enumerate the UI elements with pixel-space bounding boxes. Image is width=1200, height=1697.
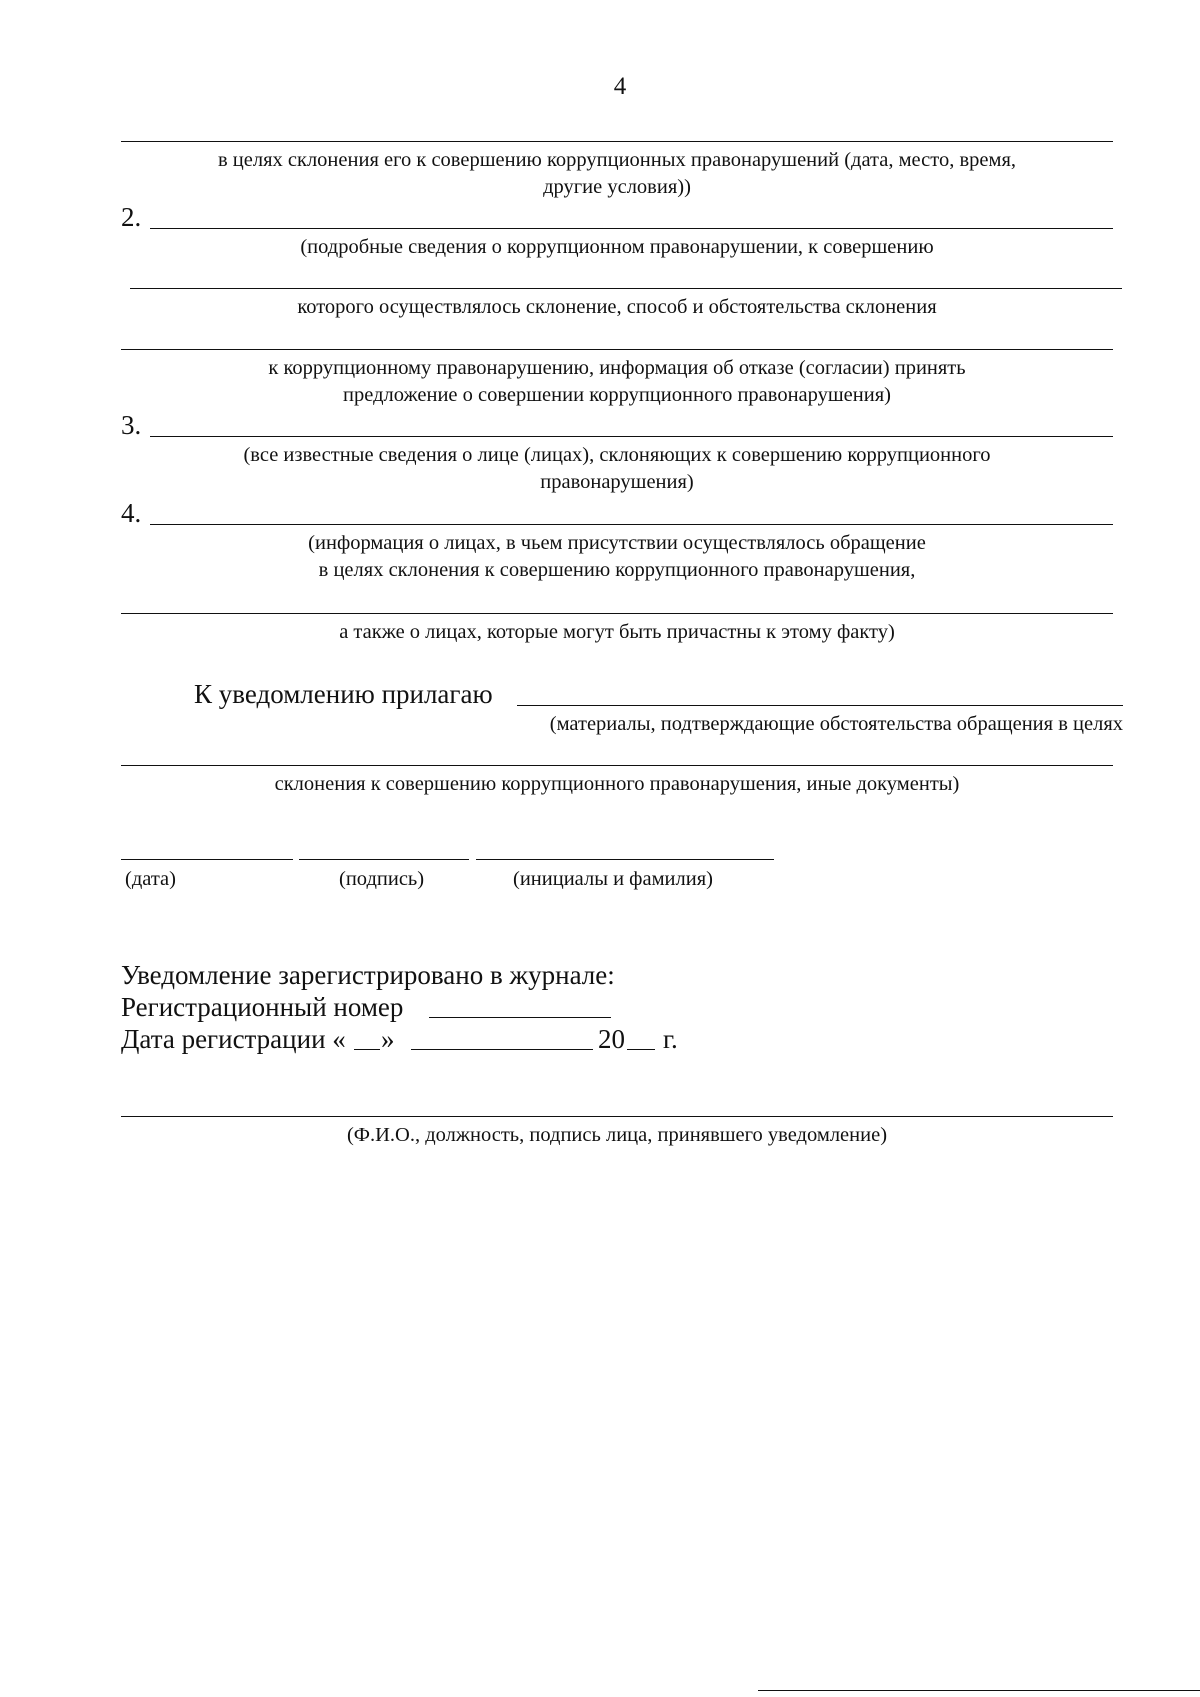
field-caption: (материалы, подтверждающие обстоятельства обращения в целях (549, 713, 1123, 735)
field-line-1[interactable] (121, 141, 1113, 142)
field-caption: (информация о лицах, в чьем присутствии осуществлялось обращение (308, 532, 926, 554)
registration-date-close-quote: » (381, 1024, 395, 1054)
registration-date-label: Дата регистрации « (121, 1024, 346, 1054)
field-caption: (все известные сведения о лице (лицах), склоняющих к совершению коррупционного (243, 444, 991, 466)
registration-year-suffix: г. (663, 1024, 678, 1054)
registration-day-field[interactable] (354, 1049, 380, 1050)
attachment-field-line-2[interactable] (121, 765, 1113, 766)
attachment-label: К уведомлению прилагаю (194, 679, 493, 709)
field-caption: склонения к совершению коррупционного правонарушения, иные документы) (274, 773, 960, 795)
signature-field-line[interactable] (299, 859, 469, 860)
acceptor-caption: (Ф.И.О., должность, подпись лица, принявшего уведомление) (346, 1124, 888, 1146)
acceptor-field-line[interactable] (121, 1116, 1113, 1117)
registration-heading: Уведомление зарегистрировано в журнале: (121, 960, 615, 990)
signature-caption: (подпись) (339, 868, 425, 890)
field-caption: в целях склонения к совершению коррупционного правонарушения, (318, 559, 916, 581)
field-caption: которого осуществлялось склонение, способ и обстоятельства склонения (297, 296, 937, 318)
field-line-3[interactable] (150, 436, 1113, 437)
field-caption: (подробные сведения о коррупционном правонарушении, к совершению (300, 236, 934, 258)
registration-year-field[interactable] (627, 1049, 655, 1050)
date-caption: (дата) (125, 868, 176, 890)
field-caption: предложение о совершении коррупционного правонарушения) (343, 384, 891, 406)
field-line-4b[interactable] (121, 613, 1113, 614)
registration-number-field[interactable] (429, 1017, 611, 1018)
name-field-line[interactable] (476, 859, 774, 860)
date-field-line[interactable] (121, 859, 293, 860)
attachment-field-line[interactable] (517, 705, 1123, 706)
name-caption: (инициалы и фамилия) (513, 868, 713, 890)
item-number-3: 3. (121, 410, 142, 440)
field-line-2[interactable] (150, 228, 1113, 229)
registration-year-prefix: 20 (598, 1024, 625, 1054)
field-line-4[interactable] (150, 524, 1113, 525)
footer-line (758, 1690, 1200, 1691)
item-number-2: 2. (121, 202, 142, 232)
field-caption: к коррупционному правонарушению, информация об отказе (согласии) принять (268, 357, 966, 379)
field-line-2c[interactable] (121, 349, 1113, 350)
registration-number-label: Регистрационный номер (121, 992, 404, 1022)
item-number-4: 4. (121, 498, 142, 528)
field-caption: правонарушения) (540, 471, 694, 493)
field-caption: в целях склонения его к совершению коррупционных правонарушений (дата, место, время, (217, 149, 1017, 171)
field-line-2b[interactable] (130, 288, 1122, 289)
field-caption: другие условия)) (543, 176, 691, 198)
page-number: 4 (613, 73, 627, 100)
registration-month-field[interactable] (411, 1049, 593, 1050)
field-caption: а также о лицах, которые могут быть причастны к этому факту) (339, 621, 895, 643)
